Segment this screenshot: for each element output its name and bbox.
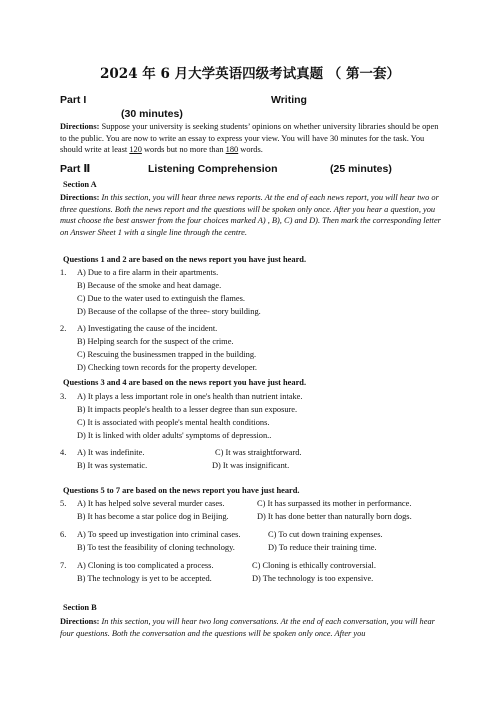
question-group-heading: Questions 3 and 4 are based on the news report you have just heard.	[63, 378, 307, 387]
directions-text: In this section, you will hear two long conversations. At the end of each conversation, you will hear four questions. Both the conversation and the questions will be spoken only once. After you	[60, 617, 435, 638]
question-group-heading: Questions 1 and 2 are based on the news report you have just heard.	[63, 255, 307, 264]
part1-directions	[60, 121, 445, 156]
option-d: D) Checking town records for the property developer.	[77, 363, 258, 372]
section-b-heading: Section B	[63, 603, 97, 612]
directions-text-1: Suppose your university is seeking students’ opinions on whether university libraries should be open to the public. You are now to write an essay to express your view. You will have 30 minutes for the task. You should write at least	[60, 122, 439, 155]
option-a: A) Due to a fire alarm in their apartments.	[77, 268, 219, 277]
option-c: C) Cloning is ethically controversial.	[252, 561, 376, 570]
option-c: C) It was straightforward.	[215, 448, 302, 457]
page-title: 2024 年 6 月大学英语四级考试真题 （ 第一套）	[100, 66, 400, 82]
question-number: 5.	[60, 499, 67, 508]
question-number: 7.	[60, 561, 67, 570]
option-c: C) To cut down training expenses.	[268, 530, 383, 539]
section-b-directions	[60, 616, 445, 639]
part1-section: Writing	[271, 94, 307, 106]
option-a: A) Investigating the cause of the incident.	[77, 324, 218, 333]
max-words: 180	[225, 145, 239, 155]
directions-label: Directions:	[60, 193, 100, 202]
question-number: 4.	[60, 448, 67, 457]
option-a: A) It plays a less important role in one's health than nutrient intake.	[77, 392, 303, 401]
option-d: D) It was insignificant.	[212, 461, 290, 470]
option-b: B) The technology is yet to be accepted.	[77, 574, 212, 583]
part1-label: Part I	[60, 94, 87, 106]
directions-label: Directions:	[60, 617, 100, 626]
question-number: 1.	[60, 268, 67, 277]
option-b: B) It impacts people's health to a lesser degree than sun exposure.	[77, 405, 298, 414]
option-b: B) It has become a star police dog in Beijing.	[77, 512, 229, 521]
part1-time: (30 minutes)	[121, 108, 183, 120]
option-a: A) It has helped solve several murder cases.	[77, 499, 225, 508]
directions-text: In this section, you will hear three news reports. At the end of each news report, you will hear two or three questions. Both the news report and the questions will be spoken only once. After you hear a question, you must choose the best answer from the four choices marked A) , B), C) and D). Then mark the corresponding letter on Answer Sheet 1 with a single line through the centre.	[60, 193, 441, 237]
option-b: B) Because of the smoke and heat damage.	[77, 281, 222, 290]
option-d: D) It is linked with older adults' symptoms of depression..	[77, 431, 272, 440]
question-number: 2.	[60, 324, 67, 333]
option-b: B) To test the feasibility of cloning technology.	[77, 543, 235, 552]
directions-text-2: words but no more than	[141, 145, 226, 155]
min-words: 120	[129, 145, 142, 155]
option-d: D) To reduce their training time.	[268, 543, 377, 552]
part2-label: Part Ⅱ	[60, 163, 91, 175]
option-d: D) Because of the collapse of the three- story building.	[77, 307, 261, 316]
option-d: D) It has done better than naturally born dogs.	[257, 512, 412, 521]
option-a: A) To speed up investigation into criminal cases.	[77, 530, 241, 539]
option-d: D) The technology is too expensive.	[252, 574, 374, 583]
option-c: C) It has surpassed its mother in performance.	[257, 499, 412, 508]
part2-time: (25 minutes)	[330, 163, 392, 175]
question-number: 3.	[60, 392, 67, 401]
directions-text-3: words.	[238, 145, 263, 155]
option-c: C) It is associated with people's mental health conditions.	[77, 418, 270, 427]
section-a-heading: Section A	[63, 180, 97, 189]
question-number: 6.	[60, 530, 67, 539]
option-a: A) It was indefinite.	[77, 448, 145, 457]
directions-label: Directions:	[60, 122, 100, 131]
option-c: C) Rescuing the businessmen trapped in the building.	[77, 350, 257, 359]
part2-directions	[60, 192, 445, 238]
option-b: B) Helping search for the suspect of the crime.	[77, 337, 234, 346]
option-b: B) It was systematic.	[77, 461, 148, 470]
option-c: C) Due to the water used to extinguish the flames.	[77, 294, 245, 303]
question-group-heading: Questions 5 to 7 are based on the news report you have just heard.	[63, 486, 300, 495]
option-a: A) Cloning is too complicated a process.	[77, 561, 214, 570]
part2-section: Listening Comprehension	[148, 163, 278, 175]
